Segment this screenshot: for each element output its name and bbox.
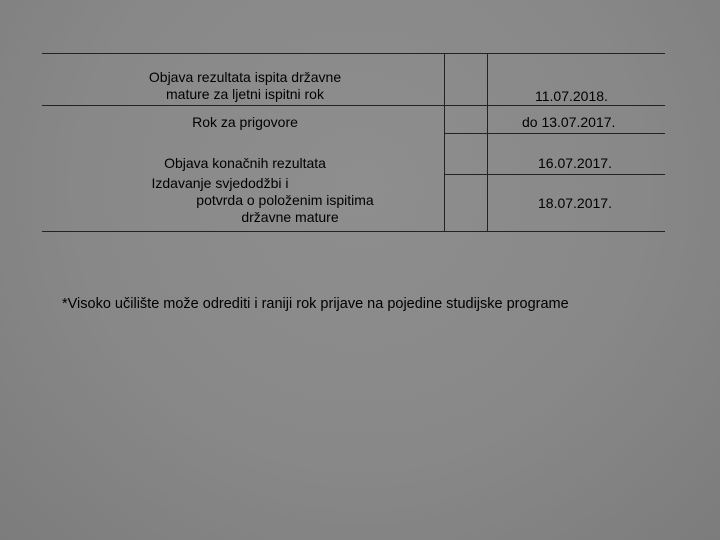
table-cell-date: 18.07.2017. bbox=[538, 195, 612, 211]
row-divider bbox=[444, 174, 665, 175]
table-cell-label: Izdavanje svjedodžbi i potvrda o položenim ispitima državne mature bbox=[151, 175, 374, 225]
column-divider bbox=[487, 53, 488, 231]
table-cell-label: Objava konačnih rezultata bbox=[164, 155, 326, 171]
table-cell-label: Rok za prigovore bbox=[192, 114, 298, 130]
table-cell-label: Objava rezultata ispita državne mature za ljetni ispitni rok bbox=[148, 69, 342, 102]
row-divider bbox=[42, 105, 665, 106]
table-cell-date: 16.07.2017. bbox=[538, 155, 612, 171]
table-cell-date: do 13.07.2017. bbox=[522, 114, 616, 130]
table-bottom-border bbox=[42, 231, 665, 232]
row-divider bbox=[444, 133, 665, 134]
footnote: *Visoko učilište može odrediti i raniji rok prijave na pojedine studijske programe bbox=[62, 296, 569, 312]
table-cell-date: 11.07.2018. bbox=[535, 88, 608, 104]
table-top-border bbox=[42, 53, 665, 54]
